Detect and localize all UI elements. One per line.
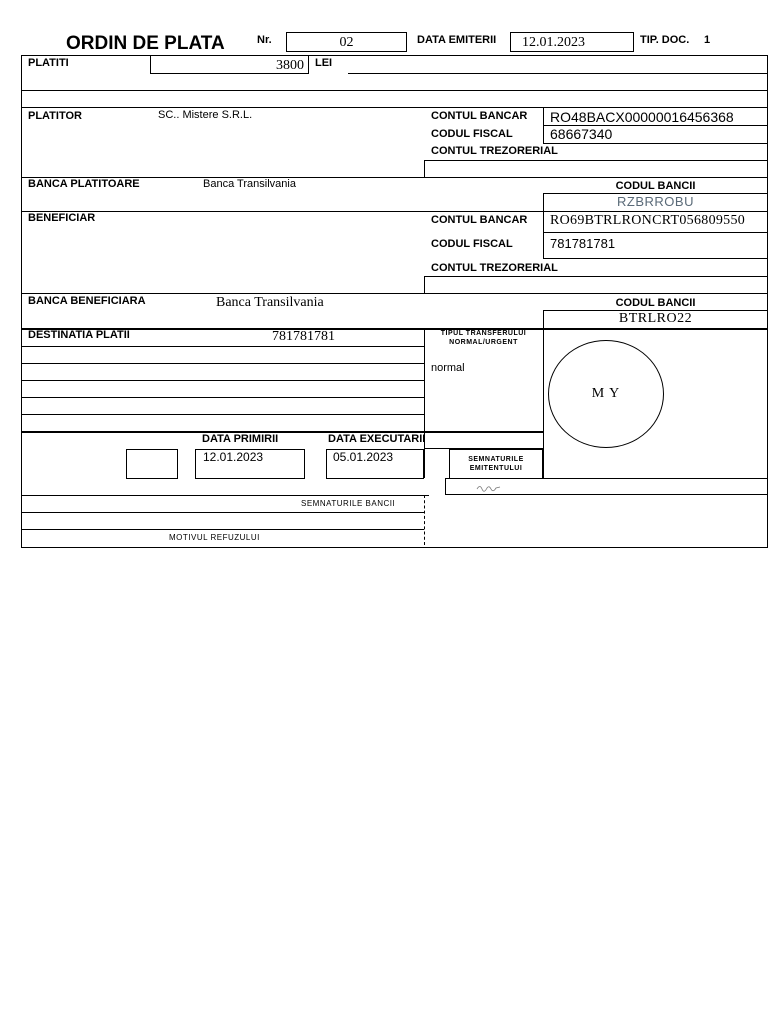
- refusal-reason-label: MOTIVUL REFUZULUI: [169, 533, 260, 542]
- amount-words-line: [348, 73, 768, 74]
- payer-account-value: RO48BACX00000016456368: [550, 109, 734, 125]
- nr-label: Nr.: [257, 34, 272, 46]
- beneficiary-label: BENEFICIAR: [28, 212, 96, 224]
- bank-signature-label: SEMNATURILE BANCII: [301, 499, 396, 508]
- beneficiary-bank-code-label: CODUL BANCII: [615, 297, 696, 309]
- destination-line: [21, 346, 424, 347]
- doc-type-value: 1: [704, 34, 711, 46]
- page-title: ORDIN DE PLATA: [66, 33, 225, 54]
- executed-date-value: 05.01.2023: [333, 450, 394, 464]
- beneficiary-account-value: RO69BTRLRONCRT056809550: [550, 213, 746, 228]
- beneficiary-bank-name: Banca Transilvania: [216, 295, 324, 310]
- divider: [21, 495, 429, 496]
- amount-value: 3800: [276, 58, 304, 73]
- signature-scribble: [476, 482, 502, 492]
- divider: [21, 512, 424, 513]
- beneficiary-account-label: CONTUL BANCAR: [431, 214, 528, 226]
- transfer-type-label: [424, 329, 543, 347]
- executed-date-label: DATA EXECUTARII: [328, 433, 426, 445]
- payer-treasury-label: CONTUL TREZORERIAL: [431, 145, 558, 157]
- divider: [21, 431, 543, 433]
- column-divider: [424, 328, 425, 478]
- stamp-text: M Y: [591, 386, 621, 401]
- currency-label: LEI: [315, 57, 333, 69]
- beneficiary-fiscal-label: CODUL FISCAL: [431, 238, 513, 250]
- beneficiary-bank-label: BANCA BENEFICIARA: [28, 295, 146, 307]
- beneficiary-treasury-label: CONTUL TREZORERIAL: [431, 262, 558, 274]
- payer-bank-code-label: CODUL BANCII: [615, 180, 696, 192]
- payer-account-label: CONTUL BANCAR: [431, 110, 528, 122]
- received-date-label: DATA PRIMIRII: [202, 433, 279, 445]
- payer-treasury-field[interactable]: [424, 160, 768, 178]
- payer-bank-label: BANCA PLATITOARE: [28, 178, 140, 190]
- destination-label: DESTINATIA PLATII: [28, 329, 130, 341]
- divider: [21, 293, 768, 294]
- destination-line: [21, 414, 424, 415]
- payer-fiscal-label: CODUL FISCAL: [431, 128, 513, 140]
- divider: [21, 211, 543, 212]
- destination-line: [21, 397, 424, 398]
- column-divider: [543, 328, 544, 478]
- transfer-type-label-line-2: NORMAL/URGENT: [449, 339, 518, 346]
- beneficiary-treasury-field[interactable]: [424, 276, 768, 294]
- issuer-signature-label-line-2: EMITENTULUI: [469, 465, 523, 472]
- bank-signature-divider: [424, 495, 425, 545]
- payer-bank-code-value: RZBRROBU: [617, 194, 694, 209]
- payer-name: SC.. Mistere S.R.L.: [158, 109, 253, 121]
- transfer-type-value: normal: [431, 362, 465, 374]
- payer-label: PLATITOR: [28, 110, 82, 122]
- divider: [21, 328, 768, 330]
- nr-value: 02: [339, 35, 354, 50]
- destination-line: [21, 363, 424, 364]
- divider: [424, 448, 543, 449]
- beneficiary-fiscal-value: 781781781: [550, 236, 616, 251]
- amount-label: PLATITI: [28, 57, 69, 69]
- transfer-type-label-line-1: TIPUL TRANSFERULUI: [440, 330, 527, 337]
- divider: [21, 529, 424, 530]
- issuer-signature-label: [449, 455, 543, 473]
- destination-value: 781781781: [272, 329, 335, 344]
- payer-fiscal-value: 68667340: [550, 126, 613, 142]
- divider: [21, 90, 768, 91]
- issue-date-value: 12.01.2023: [522, 35, 585, 50]
- doc-type-label: TIP. DOC.: [640, 34, 690, 46]
- destination-line: [21, 380, 424, 381]
- beneficiary-bank-code-value: BTRLRO22: [618, 311, 693, 326]
- issuer-signature-label-line-1: SEMNATURILE: [468, 456, 524, 463]
- bank-seal-box[interactable]: [126, 449, 178, 479]
- payer-bank-name: Banca Transilvania: [203, 178, 296, 190]
- received-date-value: 12.01.2023: [203, 450, 264, 464]
- issue-date-label: DATA EMITERII: [417, 34, 497, 46]
